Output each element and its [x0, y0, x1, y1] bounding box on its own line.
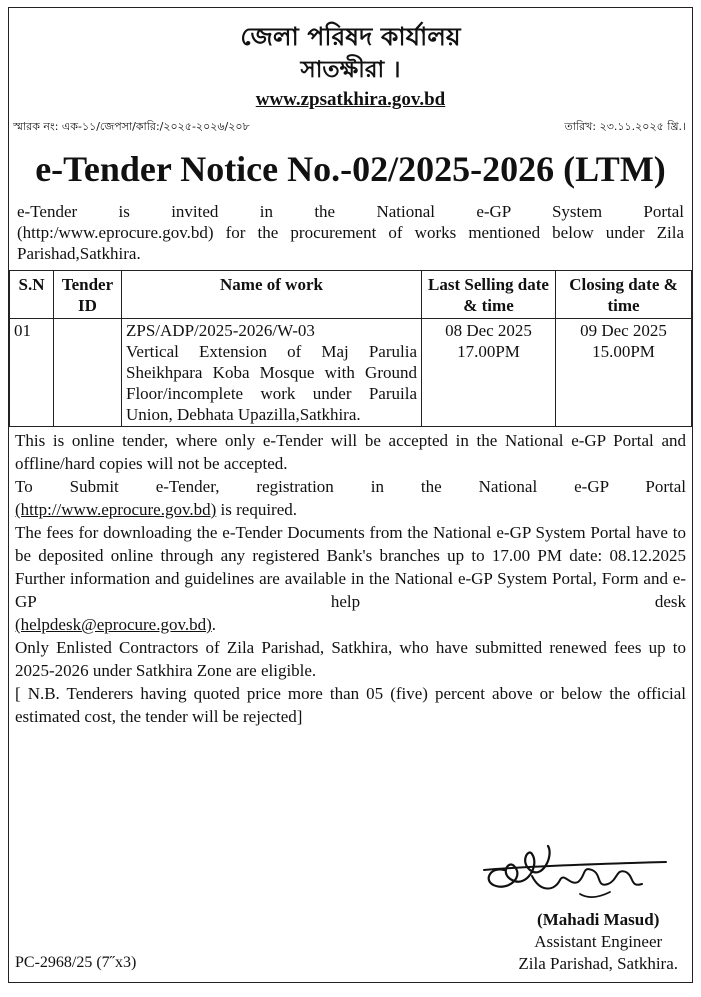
- registration-paragraph: [15, 498, 686, 521]
- notice-body: [9, 427, 692, 728]
- signatory-block: [518, 909, 678, 975]
- intro-paragraph: [9, 199, 692, 264]
- eprocure-link[interactable]: (http://www.eprocure.gov.bd): [15, 500, 217, 519]
- notice-title: e-Tender Notice No.-02/2025-2026 (LTM): [35, 149, 666, 189]
- cell-last-selling: [422, 319, 556, 427]
- closing-date: 09 Dec 2025: [580, 321, 667, 340]
- closing-time: 15.00PM: [592, 342, 655, 361]
- work-description: Vertical Extension of Maj Parulia Sheikhpara Koba Mosque with Ground Floor/incomplete work under Paruila Union, Debhata Upazilla,Satkhira.: [126, 342, 417, 424]
- cell-tender-id: [54, 319, 122, 427]
- registration-tail: is required.: [216, 500, 298, 519]
- last-selling-date: 08 Dec 2025: [445, 321, 532, 340]
- intro-line-1: e-Tender is invited in the National e-GP System Portal: [17, 202, 684, 221]
- signatory-designation: Assistant Engineer: [534, 932, 663, 951]
- works-table: [9, 270, 692, 427]
- header-tender-id: Tender ID: [54, 271, 122, 319]
- header-name-of-work: Name of work: [122, 271, 422, 319]
- signature-image: [470, 836, 670, 906]
- memo-number: স্মারক নং: এক-১১/জেপসা/কারি:/২০২৫-২০২৬/২০৮: [13, 120, 250, 133]
- cell-closing: [556, 319, 692, 427]
- header-closing: Closing date & time: [556, 271, 692, 319]
- header-sn: S.N: [10, 271, 54, 319]
- cell-sn: 01: [10, 319, 54, 427]
- helpdesk-line: [15, 613, 686, 636]
- work-code: ZPS/ADP/2025-2026/W-03: [126, 321, 315, 340]
- table-header-row: [10, 271, 692, 319]
- handwritten-signature: [470, 836, 670, 906]
- memo-line: [9, 116, 692, 137]
- memo-date: তারিখ: ২৩.১১.২০২৫ খ্রি.।: [564, 120, 686, 133]
- signatory-office: Zila Parishad, Satkhira.: [518, 954, 678, 973]
- intro-line-2: (http:/www.eprocure.gov.bd) for the procurement of works mentioned below under Zila Parishad,Satkhira.: [17, 223, 684, 263]
- fees-paragraph: The fees for downloading the e-Tender Documents from the National e-GP System Portal have to be deposited online through any registered Bank's branches up to 17.00 PM date: 08.12.2025 Further information and guidelines are available in the National e-GP System Portal, Form and e-GP help desk: [15, 523, 686, 611]
- online-tender-paragraph: This is online tender, where only e-Tender will be accepted in the National e-GP Portal and offline/hard copies will not be accepted.: [15, 431, 686, 473]
- pc-code: PC-2968/25 (7˝x3): [15, 954, 137, 971]
- office-name: জেলা পরিষদ কার্যালয়: [240, 22, 461, 51]
- helpdesk-link[interactable]: (helpdesk@eprocure.gov.bd): [15, 615, 212, 634]
- website-link[interactable]: www.zpsatkhira.gov.bd: [255, 89, 446, 110]
- notice-page: [8, 7, 693, 983]
- table-row: [10, 319, 692, 427]
- helpdesk-tail: .: [211, 615, 217, 634]
- nb-paragraph: [ N.B. Tenderers having quoted price more than 05 (five) percent above or below the official estimated cost, the tender will be rejected]: [15, 684, 686, 726]
- letterhead: [9, 8, 692, 114]
- cell-name-of-work: [122, 319, 422, 427]
- last-selling-time: 17.00PM: [457, 342, 520, 361]
- header-last-selling: Last Selling date & time: [422, 271, 556, 319]
- signatory-name: (Mahadi Masud): [537, 910, 660, 929]
- eligibility-paragraph: Only Enlisted Contractors of Zila Parishad, Satkhira, who have submitted renewed fees up to 2025-2026 under Satkhira Zone are eligible.: [15, 638, 686, 680]
- district-name: সাতক্ষীরা ।: [300, 57, 401, 83]
- registration-line: To Submit e-Tender, registration in the National e-GP Portal: [15, 477, 686, 496]
